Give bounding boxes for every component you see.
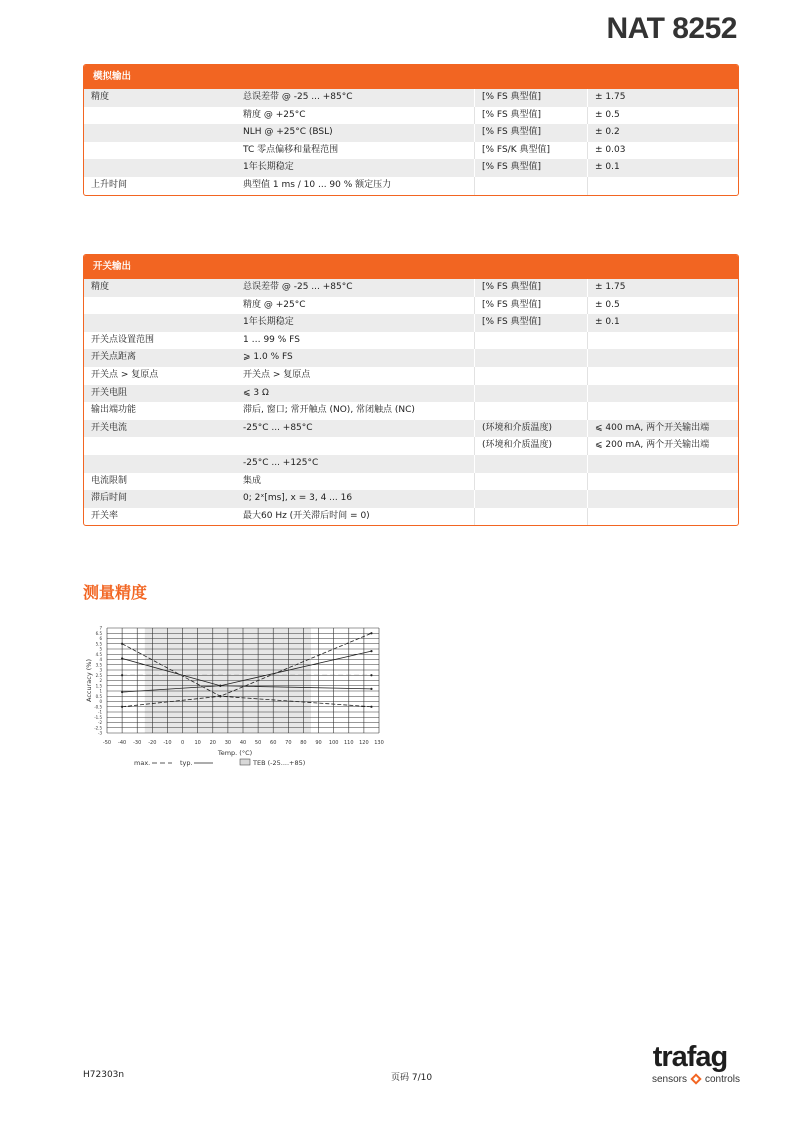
data-point — [370, 706, 372, 708]
table-cell — [475, 385, 588, 403]
legend-max-label: max. — [134, 759, 151, 767]
table-cell: ± 0.5 — [595, 109, 620, 120]
tagline-controls: controls — [704, 1073, 740, 1085]
table-row — [84, 124, 738, 142]
diamond-logo-icon — [690, 1073, 702, 1085]
table-cell — [84, 314, 236, 332]
legend-teb-swatch — [240, 759, 250, 765]
y-tick-label: 6.5 — [95, 630, 102, 636]
table-cell — [475, 508, 588, 526]
x-axis-label: Temp. (°C) — [217, 749, 253, 757]
table-cell: 集成 — [236, 473, 475, 491]
x-tick-label: 110 — [344, 740, 354, 746]
switch-output-table — [83, 254, 739, 526]
table-cell: 滞后, 窗口; 常开触点 (NO), 常闭触点 (NC) — [236, 402, 475, 420]
table-cell: 电流限制 — [91, 475, 128, 486]
table-cell: ± 0.1 — [595, 162, 620, 173]
x-tick-label: 130 — [374, 740, 384, 746]
y-tick-label: 2.5 — [95, 672, 102, 678]
document-title: NAT 8252 — [606, 12, 737, 45]
table-cell: 上升时间 — [91, 179, 128, 190]
y-tick-label: 1 — [99, 688, 102, 694]
table-row — [84, 367, 738, 385]
page-number: 页码 7/10 — [391, 1073, 433, 1083]
table-cell: 典型值 1 ms / 10 ... 90 % 额定压力 — [236, 177, 475, 195]
y-tick-label: 5.5 — [95, 641, 102, 647]
table-cell: [% FS 典型值] — [475, 124, 588, 142]
table-cell — [475, 490, 588, 508]
table-cell — [588, 177, 738, 195]
table-cell: ± 0.5 — [595, 299, 620, 310]
analog-output-header: 模拟输出 — [84, 65, 738, 89]
x-tick-label: -10 — [163, 740, 172, 746]
table-cell — [84, 437, 236, 455]
table-cell — [588, 385, 738, 403]
table-cell — [84, 142, 236, 160]
table-cell: [% FS 典型值] — [475, 107, 588, 125]
data-point — [121, 657, 123, 659]
y-tick-label: 4.5 — [95, 651, 102, 657]
y-tick-label: 5 — [99, 646, 102, 652]
y-axis-label: Accuracy (%) — [85, 659, 93, 702]
table-cell — [475, 367, 588, 385]
data-point — [370, 632, 372, 634]
table-cell: 开关点设置范围 — [91, 334, 155, 345]
y-tick-label: -2 — [98, 720, 102, 725]
table-cell: ⩽ 3 Ω — [236, 385, 475, 403]
table-cell: [% FS 典型值] — [475, 314, 588, 332]
table-cell — [588, 473, 738, 491]
table-cell: (环境和介质温度) — [475, 437, 588, 455]
table-cell: ± 1.75 — [595, 282, 626, 292]
table-row — [84, 89, 738, 107]
data-point — [219, 685, 221, 687]
table-cell: ⩾ 1.0 % FS — [236, 349, 475, 367]
table-cell: [% FS 典型值] — [475, 89, 588, 107]
table-cell — [84, 159, 236, 177]
x-tick-label: 0 — [180, 740, 185, 746]
table-cell: -25°C ... +125°C — [236, 455, 475, 473]
x-tick-label: 10 — [194, 740, 201, 746]
table-cell: NLH @ +25°C (BSL) — [236, 124, 475, 142]
table-row — [84, 159, 738, 177]
x-tick-label: -30 — [133, 740, 142, 746]
table-cell — [588, 367, 738, 385]
table-cell: ± 0.2 — [595, 127, 620, 138]
table-cell — [84, 297, 236, 315]
y-tick-label: 0.5 — [95, 693, 102, 699]
y-tick-label: 0 — [99, 699, 102, 704]
legend-typ-label: typ. — [180, 759, 193, 767]
y-tick-label: -1 — [98, 709, 102, 715]
switch-output-header: 开关输出 — [84, 255, 738, 279]
x-tick-label: 120 — [359, 740, 369, 746]
data-point — [121, 691, 123, 693]
x-tick-label: 20 — [209, 740, 216, 746]
data-point — [121, 674, 123, 676]
table-cell — [588, 508, 738, 526]
x-tick-label: 50 — [254, 740, 262, 746]
y-tick-label: 3.5 — [95, 662, 102, 668]
table-cell: 1年长期稳定 — [236, 314, 475, 332]
table-row — [84, 490, 738, 508]
data-point — [219, 695, 221, 697]
y-tick-label: 1.5 — [95, 683, 102, 689]
table-row — [84, 420, 738, 438]
table-cell — [588, 402, 738, 420]
table-cell: 精度 @ +25°C — [236, 107, 475, 125]
x-tick-label: 30 — [224, 740, 232, 746]
x-tick-label: -40 — [118, 740, 127, 746]
table-row — [84, 385, 738, 403]
table-row — [84, 455, 738, 473]
x-tick-label: 80 — [300, 740, 307, 746]
table-cell: ± 0.1 — [595, 317, 620, 328]
table-row — [84, 314, 738, 332]
x-tick-label: 70 — [285, 740, 292, 746]
table-cell: 总误差带 @ -25 ... +85°C — [236, 279, 475, 297]
y-tick-label: -1.5 — [94, 714, 102, 720]
y-tick-label: 2 — [99, 678, 102, 683]
table-row — [84, 177, 738, 195]
data-point — [370, 688, 372, 690]
table-cell — [588, 332, 738, 350]
table-row — [84, 402, 738, 420]
table-cell: 1年长期稳定 — [236, 159, 475, 177]
accuracy-chart — [80, 620, 400, 770]
analog-output-rows — [84, 89, 738, 195]
x-tick-label: 40 — [239, 740, 247, 746]
data-point — [121, 706, 123, 708]
data-point — [370, 650, 372, 652]
table-cell: ± 0.03 — [595, 144, 626, 155]
y-tick-label: -2.5 — [94, 725, 102, 731]
table-row — [84, 332, 738, 350]
table-cell: -25°C ... +85°C — [236, 420, 475, 438]
y-tick-label: 6 — [99, 636, 102, 641]
table-row — [84, 107, 738, 125]
y-tick-label: 4 — [99, 657, 102, 662]
table-cell: 精度 @ +25°C — [236, 297, 475, 315]
table-cell: 精度 — [91, 92, 110, 102]
table-cell: [% FS 典型值] — [475, 297, 588, 315]
table-cell — [588, 490, 738, 508]
table-cell — [84, 107, 236, 125]
table-cell — [588, 349, 738, 367]
x-tick-label: 60 — [270, 740, 277, 746]
table-cell: TC 零点偏移和量程范围 — [236, 142, 475, 160]
y-tick-label: 7 — [99, 625, 102, 631]
analog-output-table — [83, 64, 739, 196]
table-row — [84, 473, 738, 491]
document-id: H72303n — [83, 1070, 125, 1080]
table-cell: ⩽ 200 mA, 两个开关输出端 — [595, 440, 710, 451]
table-cell: ± 1.75 — [595, 92, 626, 102]
accuracy-section-title: 测量精度 — [83, 583, 148, 602]
x-tick-label: -50 — [102, 740, 112, 746]
table-cell — [475, 349, 588, 367]
table-cell: [% FS/K 典型值] — [475, 142, 588, 160]
table-cell — [84, 124, 236, 142]
table-cell: 1 … 99 % FS — [236, 332, 475, 350]
table-cell — [475, 332, 588, 350]
legend-teb-label: TEB (-25....+85) — [253, 759, 306, 767]
table-cell: 精度 — [91, 282, 110, 292]
table-cell: 总误差带 @ -25 ... +85°C — [236, 89, 475, 107]
x-tick-label: 90 — [315, 740, 322, 746]
table-cell — [475, 402, 588, 420]
table-cell — [588, 455, 738, 473]
trafag-logo — [640, 1042, 740, 1085]
table-cell: (环境和介质温度) — [475, 420, 588, 438]
table-cell — [475, 177, 588, 195]
table-cell: 输出端功能 — [91, 405, 137, 416]
y-tick-label: 3 — [99, 667, 102, 673]
table-cell: 开关点 > 复原点 — [236, 367, 475, 385]
table-row — [84, 508, 738, 526]
table-cell: [% FS 典型值] — [475, 279, 588, 297]
table-row — [84, 349, 738, 367]
table-cell: 开关点距离 — [91, 352, 137, 363]
x-tick-label: -20 — [148, 740, 157, 746]
table-cell — [84, 455, 236, 473]
logo-tagline — [640, 1073, 740, 1085]
logo-wordmark: trafag — [652, 1041, 728, 1073]
table-cell: 开关电流 — [91, 422, 128, 433]
table-cell: 开关率 — [91, 510, 119, 521]
table-cell: 滞后时间 — [91, 493, 128, 504]
table-cell: 开关点 > 复原点 — [91, 369, 159, 380]
x-tick-label: 100 — [328, 740, 339, 746]
y-tick-label: -0.5 — [94, 704, 102, 710]
table-cell — [475, 455, 588, 473]
table-cell: ⩽ 400 mA, 两个开关输出端 — [595, 422, 710, 433]
table-row — [84, 437, 738, 455]
switch-output-rows — [84, 279, 738, 525]
y-tick-label: -3 — [98, 730, 102, 736]
table-cell: 最大60 Hz (开关滞后时间 = 0) — [236, 508, 475, 526]
table-cell — [475, 473, 588, 491]
table-row — [84, 142, 738, 160]
table-row — [84, 297, 738, 315]
table-cell: 0; 2ˣ[ms], x = 3, 4 ... 16 — [236, 490, 475, 508]
table-cell: 开关电阻 — [91, 387, 128, 398]
data-point — [370, 674, 372, 676]
table-cell — [236, 437, 475, 455]
table-row — [84, 279, 738, 297]
table-cell: [% FS 典型值] — [475, 159, 588, 177]
tagline-sensors: sensors — [651, 1073, 687, 1085]
data-point — [121, 643, 123, 645]
